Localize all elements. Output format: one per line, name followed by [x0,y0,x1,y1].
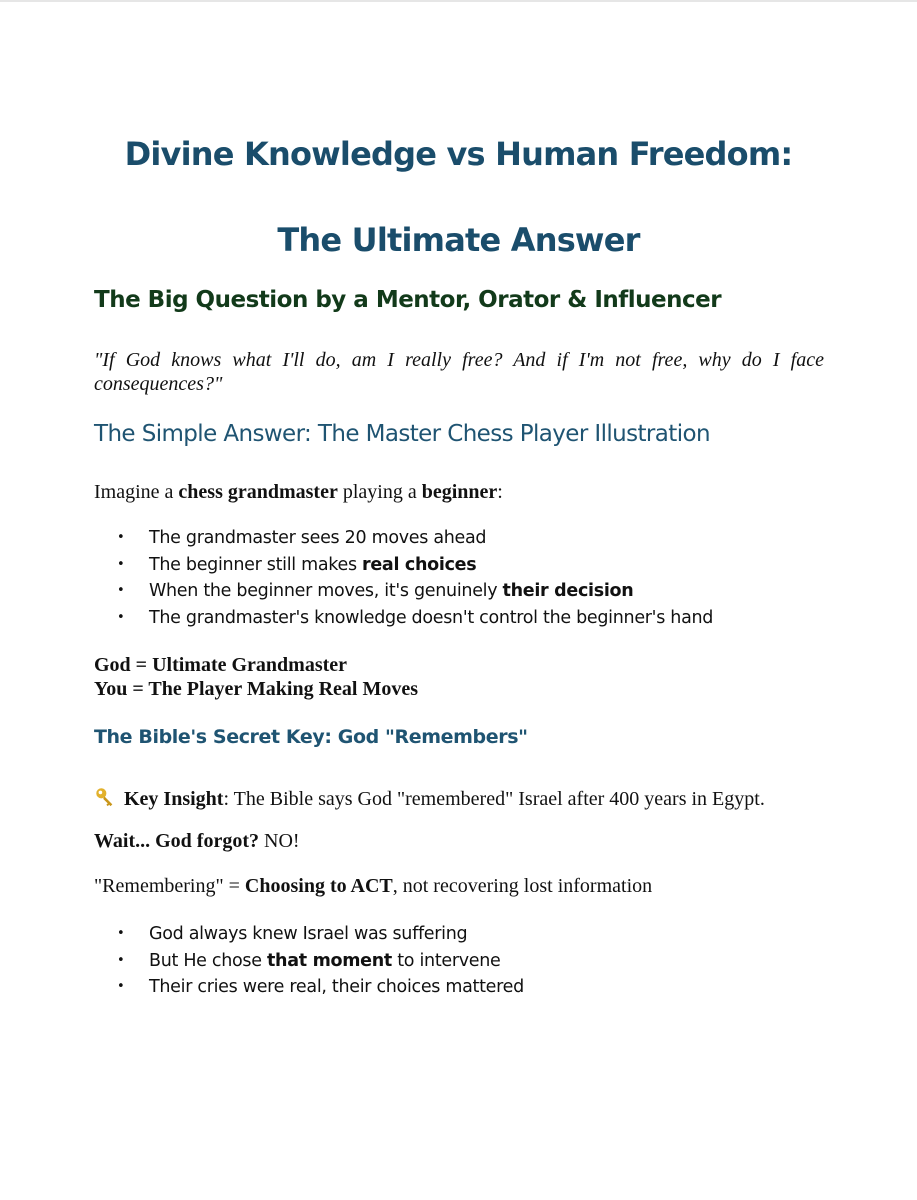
wait-bold: Wait... God forgot? [94,830,259,852]
list-item [117,525,713,552]
big-question-quote: "If God knows what I'll do, am I really free? And if I'm not free, why do I face consequences?" [94,349,824,395]
big-question-heading: The Big Question by a Mentor, Orator & Influencer [94,287,722,313]
document-title-line-2: The Ultimate Answer [277,221,640,259]
list-item [117,552,713,579]
key-insight-paragraph [94,786,765,811]
list-item-bold: that moment [266,950,392,971]
list-item [117,921,524,948]
intro-text: Imagine a [94,481,179,503]
chess-intro-paragraph [94,481,503,504]
key-insight-label: Key Insight [124,788,224,810]
page-top-edge [0,0,917,2]
list-item [117,948,524,975]
bullet-glyph: • [117,583,125,598]
list-item-text: The grandmaster sees 20 moves ahead [149,528,487,548]
key-icon [94,786,116,808]
remember-bullet-list [117,921,524,1001]
intro-text: : [497,481,503,503]
list-item [117,605,713,632]
remembering-paragraph [94,875,652,898]
list-item-text: The grandmaster's knowledge doesn't control the beginner's hand [149,607,714,628]
list-item-text: But He chose [149,950,267,971]
bullet-glyph: • [117,609,125,625]
bullet-glyph: • [117,530,125,545]
remembering-post: , not recovering lost information [392,875,653,897]
remembering-bold: Choosing to ACT [244,875,393,897]
intro-text: playing a [337,481,422,503]
chess-answer-heading: The Simple Answer: The Master Chess Player Illustration [94,421,710,447]
list-item [117,578,713,605]
secret-key-heading: The Bible's Secret Key: God "Remembers" [94,726,528,748]
bullet-glyph: • [117,556,125,572]
equation-god: God = Ultimate Grandmaster [94,654,348,676]
grandmaster-equations [94,653,418,701]
key-insight-text: : The Bible says God "remembered" Israel after 400 years in Egypt. [223,788,765,810]
list-item-bold: real choices [362,554,477,575]
document-title-line-1: Divine Knowledge vs Human Freedom: [124,135,793,173]
bullet-glyph: • [117,979,125,994]
list-item-text: When the beginner moves, it's genuinely [149,581,503,601]
list-item-bold: their decision [502,581,634,601]
remembering-pre: "Remembering" = [94,875,245,897]
list-item [117,974,524,1001]
list-item-text: The beginner still makes [149,554,363,575]
chess-bullet-list [117,525,713,631]
intro-bold-beginner: beginner [421,481,498,503]
bullet-glyph: • [117,926,125,941]
bullet-glyph: • [117,952,125,968]
list-item-text: God always knew Israel was suffering [149,924,468,944]
wait-rest: NO! [259,830,300,852]
intro-bold-grandmaster: chess grandmaster [178,481,338,503]
list-item-after: to intervene [391,950,501,971]
list-item-text: Their cries were real, their choices mattered [149,977,524,997]
equation-you: You = The Player Making Real Moves [94,678,418,700]
wait-paragraph [94,830,300,853]
